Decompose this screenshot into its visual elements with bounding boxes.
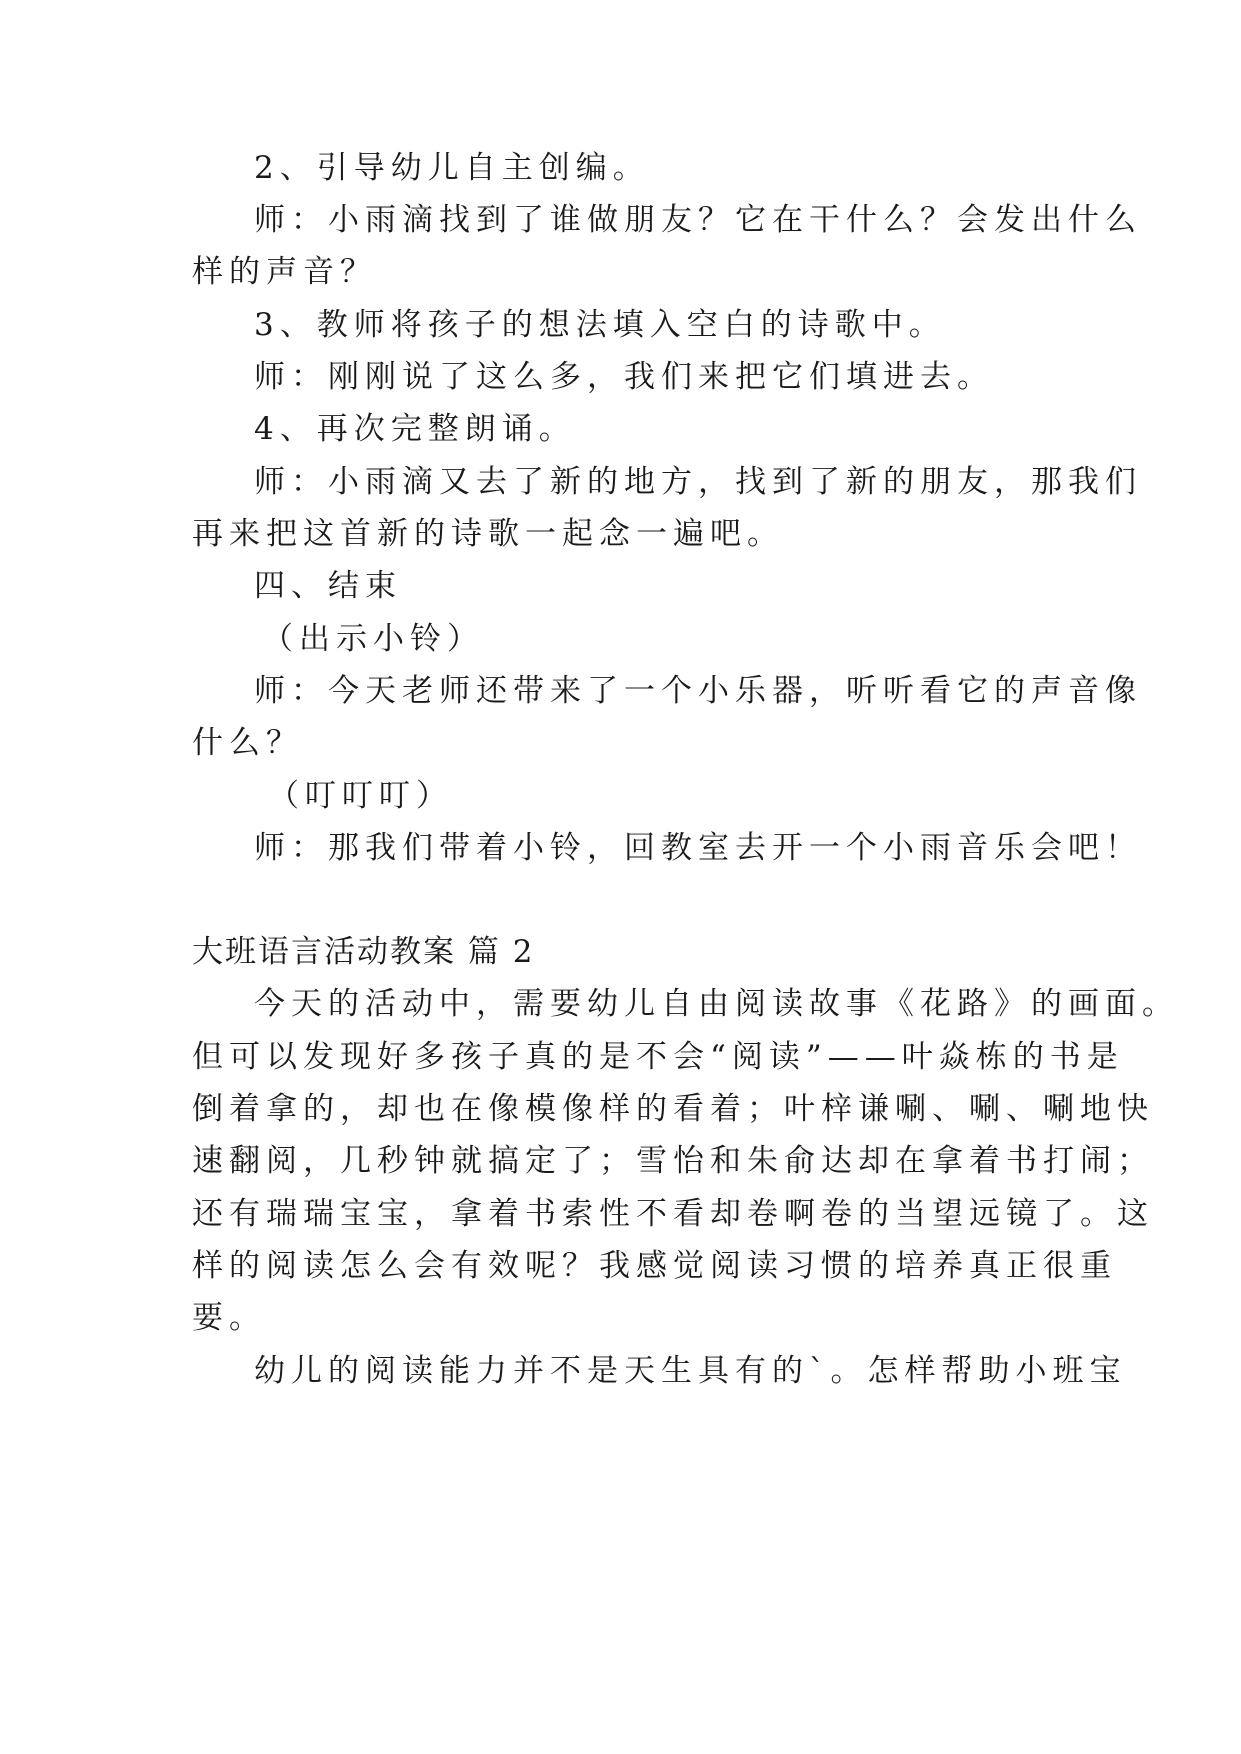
- reflection-line-1: 今天的活动中，需要幼儿自由阅读故事《花路》的画面。: [254, 986, 1179, 1022]
- teacher-instrument-line-2: 什么？: [192, 725, 303, 761]
- bell-sound-note: （叮叮叮）: [268, 778, 453, 814]
- reflection-line-6: 样的阅读怎么会有效呢？我感觉阅读习惯的培养真正很重: [192, 1248, 1117, 1284]
- reflection-line-3: 倒着拿的，却也在像模像样的看着；叶梓谦唰、唰、唰地快: [192, 1091, 1154, 1127]
- section-ending-heading: 四、结束: [254, 568, 402, 604]
- teacher-question-line-1: 师：小雨滴找到了谁做朋友？它在干什么？会发出什么: [254, 202, 1142, 238]
- teacher-fill-in-text: 师：刚刚说了这么多，我们来把它们填进去。: [254, 359, 994, 395]
- reflection-line-7: 要。: [192, 1300, 266, 1336]
- reading-ability-line-1: 幼儿的阅读能力并不是天生具有的`。怎样帮助小班宝: [254, 1353, 1127, 1389]
- teacher-concert-text: 师：那我们带着小铃，回教室去开一个小雨音乐会吧！: [254, 830, 1142, 866]
- step-2-text: 2、引导幼儿自主创编。: [254, 150, 650, 186]
- teacher-recite-line-2: 再来把这首新的诗歌一起念一遍吧。: [192, 516, 784, 552]
- teacher-recite-line-1: 师：小雨滴又去了新的地方，找到了新的朋友，那我们: [254, 464, 1142, 500]
- teacher-question-line-2: 样的声音？: [192, 254, 377, 290]
- reflection-line-5: 还有瑞瑞宝宝，拿着书索性不看却卷啊卷的当望远镜了。这: [192, 1196, 1154, 1232]
- teacher-instrument-line-1: 师：今天老师还带来了一个小乐器，听听看它的声音像: [254, 673, 1142, 709]
- reflection-line-4: 速翻阅，几秒钟就搞定了；雪怡和朱俞达却在拿着书打闹；: [192, 1143, 1154, 1179]
- reflection-line-2: 但可以发现好多孩子真的是不会“阅读”——叶焱栋的书是: [192, 1039, 1124, 1075]
- step-4-text: 4、再次完整朗诵。: [254, 411, 576, 447]
- lesson-plan-heading: 大班语言活动教案 篇 2: [192, 934, 535, 970]
- show-bell-note: （出示小铃）: [262, 621, 484, 657]
- step-3-text: 3、教师将孩子的想法填入空白的诗歌中。: [254, 307, 946, 343]
